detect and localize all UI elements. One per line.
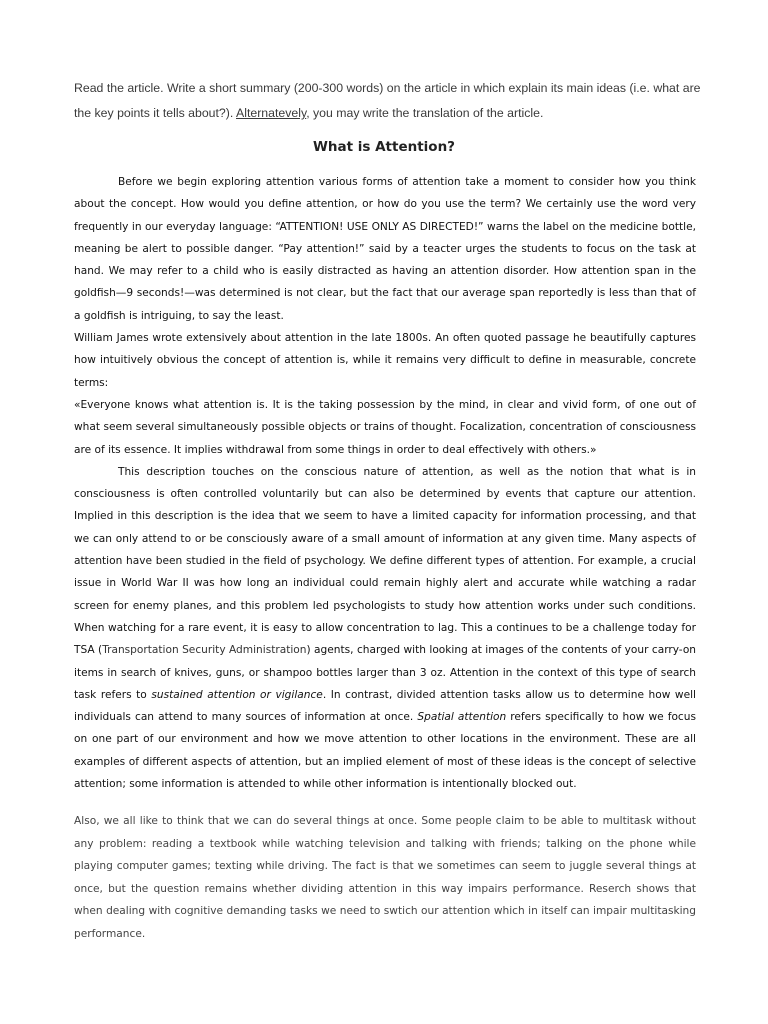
paragraph-3-part-a: This description touches on the conscious nature of attention, as well as the notion that what is in consciousness is often controlled voluntarily but can also be determined by events that capture our attention. Implied in this description is the idea that we seem to have a limited capacity for information processing, and that we can only attend to or be consciously aware of a small amount of information at any given time. Many aspects of attention have been studied in the field of psychology. We define different types of attention. For example, a crucial issue in World War II was how long an individual could remain highly alert and accurate while watching a radar screen for enemy planes, and this problem led psychologists to study how attention works under such conditions. When watching for a rare event, it is easy to allow concentration to lag. This a continues to be a challenge today for TSA ( <box>74 465 696 657</box>
instructions-text-end: , you may write the translation of the article. <box>306 106 544 120</box>
instructions-text: Read the article. Write a short summary (200-300 words) on the article in which explain its main ideas (i.e. what are the key points it tells about?). <box>74 81 701 120</box>
paragraph-4: Also, we all like to think that we can do several things at once. Some people claim to be able to multitask without any problem: reading a textbook while watching television and talking with friends; talking on the phone while playing computer games; texting while driving. The fact is that we sometimes can seem to juggle several things at once, but the question remains whether dividing attention in this way impairs performance. Reserch shows that when dealing with cognitive demanding tasks we need to swtich our attention which in itself can impair multitasking performance. <box>74 815 696 940</box>
paragraph-2: William James wrote extensively about attention in the late 1800s. An often quoted passage he beautifully captures how intuitively obvious the concept of attention is, while it remains very difficult to define in measurable, concrete terms: <box>74 332 696 389</box>
organization-name: Transportation Security Administration <box>102 644 307 657</box>
paragraph-3-part-d: refers specifically to how we focus on one part of our environment and how we move attention to other locations in the environment. These are all examples of different aspects of attention, but an implied element of most of these ideas is the concept of selective attention; some information is attended to while other information is intentionally blocked out. <box>74 711 696 791</box>
paragraph-1: Before we begin exploring attention various forms of attention take a moment to consider how you think about the concept. How would you define attention, or how do you use the term? We certainly use the word very frequently in our everyday language: “ATTENTION! USE ONLY AS DIRECTED!” warns the label on the medicine bottle, meaning be alert to possible danger. “Pay attention!” said by a teacter urges the students to focus on the task at hand. We may refer to a child who is easily distracted as having an attention disorder. How attention span in the goldfish—9 seconds!—was determined is not clear, but the fact that our average span reportedly is less than that of a goldfish is intriguing, to say the least. <box>74 176 696 322</box>
paragraph-3-part-c: . In contrast, divided attention tasks allow us to determine how well individuals can attend to many sources of information at once. <box>74 688 696 724</box>
quote-paragraph: «Everyone knows what attention is. It is the taking possession by the mind, in clear and vivid form, of one out of what seem several simultaneously possible objects or trains of thought. Focalization, concentration of consciousness are of its essence. It implies withdrawal from some things in order to deal effectively with others.» <box>74 398 696 456</box>
assignment-instructions <box>74 76 714 126</box>
article-title: What is Attention? <box>312 139 456 155</box>
paragraph-3-part-b: ) agents, charged with looking at images of the contents of your carry-on items in search of knives, guns, or shampoo bottles larger than 3 oz. Attention in the context of this type of search task refers to <box>74 644 697 701</box>
term-spatial-attention: Spatial attention <box>417 711 507 724</box>
article-body <box>74 171 696 795</box>
term-sustained-attention: sustained attention or vigilance <box>151 688 323 701</box>
article-closing <box>74 810 696 945</box>
underlined-word: Alternatevely <box>236 106 307 120</box>
paragraph-3 <box>74 461 696 795</box>
